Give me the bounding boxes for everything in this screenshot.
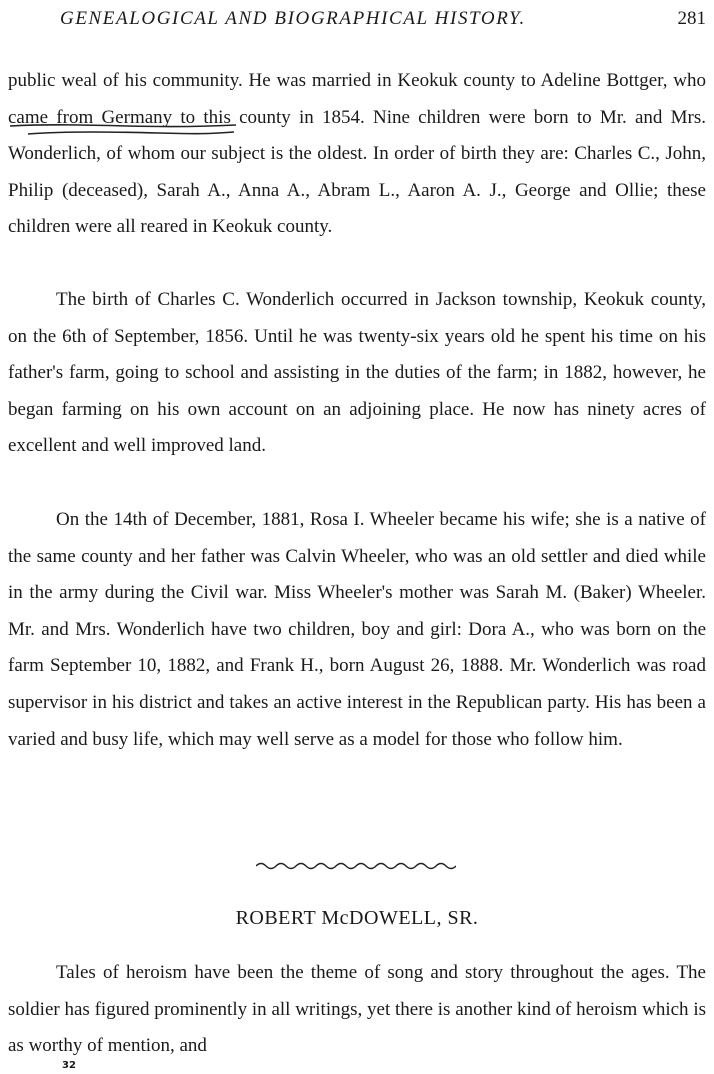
printer-signature-mark: 32 bbox=[62, 1060, 76, 1071]
page-number: 281 bbox=[677, 8, 706, 29]
paragraph-text: The birth of Charles C. Wonderlich occurred in Jackson township, Keokuk county, on the 6th of September, 1856. Until he was twenty-six years old he spent his time on his father's farm, going to school and assisting in the duties of the farm; in 1882, however, he began farming on his own account on an adjoining place. He now has ninety acres of excellent and well improved land. bbox=[8, 289, 706, 457]
wavy-divider-ornament bbox=[256, 860, 456, 872]
paragraph-section-start bbox=[8, 955, 706, 1065]
paragraph-text: public weal of his community. He was married in Keokuk county to Adeline Bottger, who came from Germany to this county in 1854. Nine children were born to Mr. and Mrs. Wonderlich, of whom our subject is the oldest. In order of birth they are: Charles C., John, Philip (deceased), Sarah A., Anna A., Abram L., Aaron A. J., George and Ollie; these children were all reared in Keokuk county. bbox=[8, 70, 706, 238]
paragraph-text: Tales of heroism have been the theme of song and story throughout the ages. The soldier has figured prominently in all writings, yet there is another kind of heroism which is as worthy of mention, and bbox=[8, 962, 706, 1057]
paragraph-continued bbox=[8, 63, 706, 246]
paragraph-text: On the 14th of December, 1881, Rosa I. Wheeler became his wife; she is a native of the same county and her father was Calvin Wheeler, who was an old settler and died while in the army during the Civil war. Miss Wheeler's mother was Sarah M. (Baker) Wheeler. Mr. and Mrs. Wonderlich have two children, boy and girl: Dora A., who was born on the farm September 10, 1882, and Frank H., born August 26, 1888. Mr. Wonderlich was road supervisor in his district and takes an active interest in the Republican party. His has been a varied and busy life, which may well serve as a model for those who follow him. bbox=[8, 509, 706, 750]
paragraph-marriage bbox=[8, 502, 706, 758]
page-header bbox=[60, 8, 706, 34]
running-title: GENEALOGICAL AND BIOGRAPHICAL HISTORY. bbox=[60, 8, 526, 29]
paragraph-birth bbox=[8, 282, 706, 465]
section-heading: ROBERT McDOWELL, SR. bbox=[235, 907, 479, 929]
handwritten-underline-mark bbox=[8, 122, 238, 138]
